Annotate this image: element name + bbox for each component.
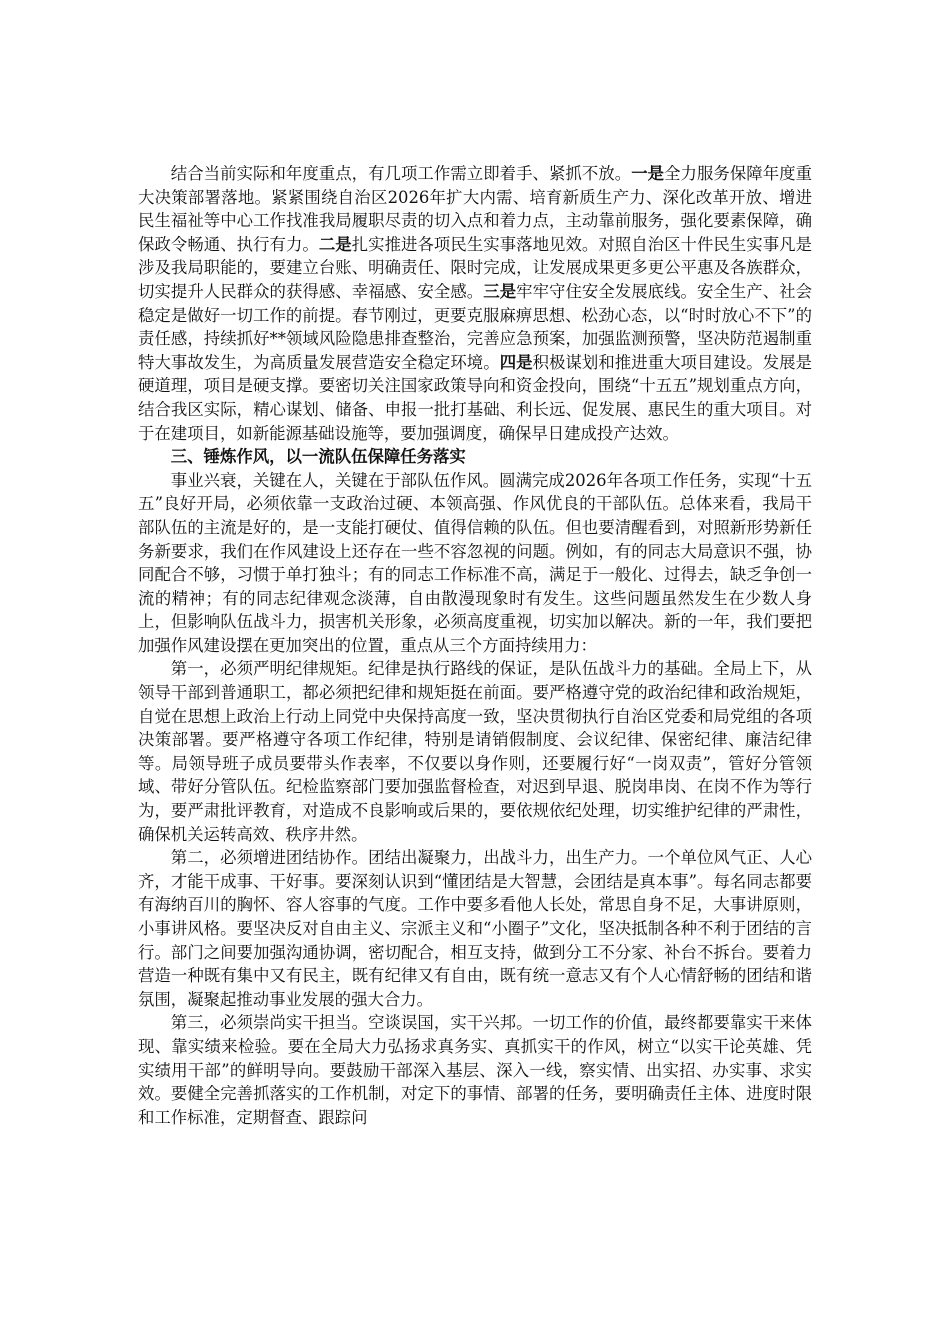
paragraph-text: 扎实推进各项民生实事落地见效。对照自治区十件民生实事凡是涉及我局职能的，要建立台账、明确责任、限时完成，让发展成果更多更公平惠及各族群众，切实提升人民群众的获得感、幸福感、安全感。 xyxy=(138,234,813,301)
document-page xyxy=(138,162,812,1129)
section-heading: 三、锤炼作风，以一流队伍保障任务落实 xyxy=(170,447,466,467)
ordinal-marker: 三是 xyxy=(483,281,517,301)
ordinal-marker: 一是 xyxy=(631,164,665,183)
paragraph-unity: 第二，必须增进团结协作。团结出凝聚力，出战斗力，出生产力。一个单位风气正、人心齐，才能干成事、干好事。要深刻认识到“懂团结是大智慧，会团结是真本事”。每名同志都要有海纳百川的胸怀、容人容事的气度。工作中要多看他人长处，常思自身不足，大事讲原则，小事讲风格。要坚决反对自由主义、宗派主义和“小圈子”文化，坚决抵制各种不利于团结的言行。部门之间要加强沟通协调，密切配合，相互支持，做到分工不分家、补台不拆台。要着力营造一种既有集中又有民主，既有纪律又有自由，既有统一意志又有个人心情舒畅的团结和谐氛围，凝聚起推动事业发展的强大合力。 xyxy=(138,848,812,1009)
paragraph-work-style-intro: 事业兴衰，关键在人，关键在于部队伍作风。圆满完成2026年各项工作任务，实现“十五五”良好开局，必须依靠一支政治过硬、本领高强、作风优良的干部队伍。总体来看，我局干部队伍的主流是好的，是一支能打硬仗、值得信赖的队伍。但也要清醒看到，对照新形势新任务新要求，我们在作风建设上还存在一些不容忽视的问题。例如，有的同志大局意识不强，协同配合不够，习惯于单打独斗；有的同志工作标准不高，满足于一般化、过得去，缺乏争创一流的精神；有的同志纪律观念淡薄，自由散漫现象时有发生。这些问题虽然发生在少数人身上，但影响队伍战斗力，损害机关形象，必须高度重视，切实加以解决。新的一年，我们要把加强作风建设摆在更加突出的位置，重点从三个方面持续用力： xyxy=(138,470,812,655)
paragraph-text: 全力服务保障年度重大决策部署落地。紧紧围绕自治区2026年扩大内需、培育新质生产力、深化改革开放、增进民生福祉等中心工作找准我局履职尽责的切入点和着力点，主动靠前服务，强化要素保障，确保政令畅通、执行有力。 xyxy=(138,164,813,254)
ordinal-marker: 二是 xyxy=(318,234,352,254)
paragraph-key-tasks xyxy=(138,162,812,445)
paragraph-text: 积极谋划和推进重大项目建设。发展是硬道理，项目是硬支撑。要密切关注国家政策导向和资金投向，围绕“十五五”规划重点方向，结合我区实际，精心谋划、储备、申报一批打基础、利长远、促发展、惠民生的重大项目。对于在建项目，如新能源基础设施等，要加强调度，确保早日建成投产达效。 xyxy=(138,352,813,443)
ordinal-marker: 四是 xyxy=(499,352,533,372)
paragraph-text: 牢牢守住安全发展底线。安全生产、社会稳定是做好一切工作的前提。春节刚过，更要克服麻痹思想、松劲心态，以“时时放心不下”的责任感，持续抓好**领域风险隐患排查整治，完善应急预案，加强监测预警，坚决防范遏制重特大事故发生，为高质量发展营造安全稳定环境。 xyxy=(138,281,813,372)
paragraph-hard-work: 第三，必须崇尚实干担当。空谈误国，实干兴邦。一切工作的价值，最终都要靠实干来体现、靠实绩来检验。要在全局大力弘扬求真务实、真抓实干的作风，树立“以实干论英雄、凭实绩用干部”的鲜明导向。要鼓励干部深入基层、深入一线，察实情、出实招、办实事、求实效。要健全完善抓落实的工作机制，对定下的事情、部署的任务，要明确责任主体、进度时限和工作标准，定期督查、跟踪问 xyxy=(138,1013,812,1127)
paragraph-discipline: 第一，必须严明纪律规矩。纪律是执行路线的保证，是队伍战斗力的基础。全局上下，从领导干部到普通职工，都必须把纪律和规矩挺在前面。要严格遵守党的政治纪律和政治规矩，自觉在思想上政治上行动上同党中央保持高度一致，坚决贯彻执行自治区党委和局党组的各项决策部署。要严格遵守各项工作纪律，特别是请销假制度、会议纪律、保密纪律、廉洁纪律等。局领导班子成员要带头作表率，不仅要以身作则，还要履行好“一岗双责”，管好分管领域、带好分管队伍。纪检监察部门要加强监督检查，对迟到早退、脱岗串岗、在岗不作为等行为，要严肃批评教育，对造成不良影响或后果的，要依规依纪处理，切实维护纪律的严肃性，确保机关运转高效、秩序井然。 xyxy=(138,659,812,844)
paragraph-text: 结合当前实际和年度重点，有几项工作需立即着手、紧抓不放。 xyxy=(170,164,632,183)
